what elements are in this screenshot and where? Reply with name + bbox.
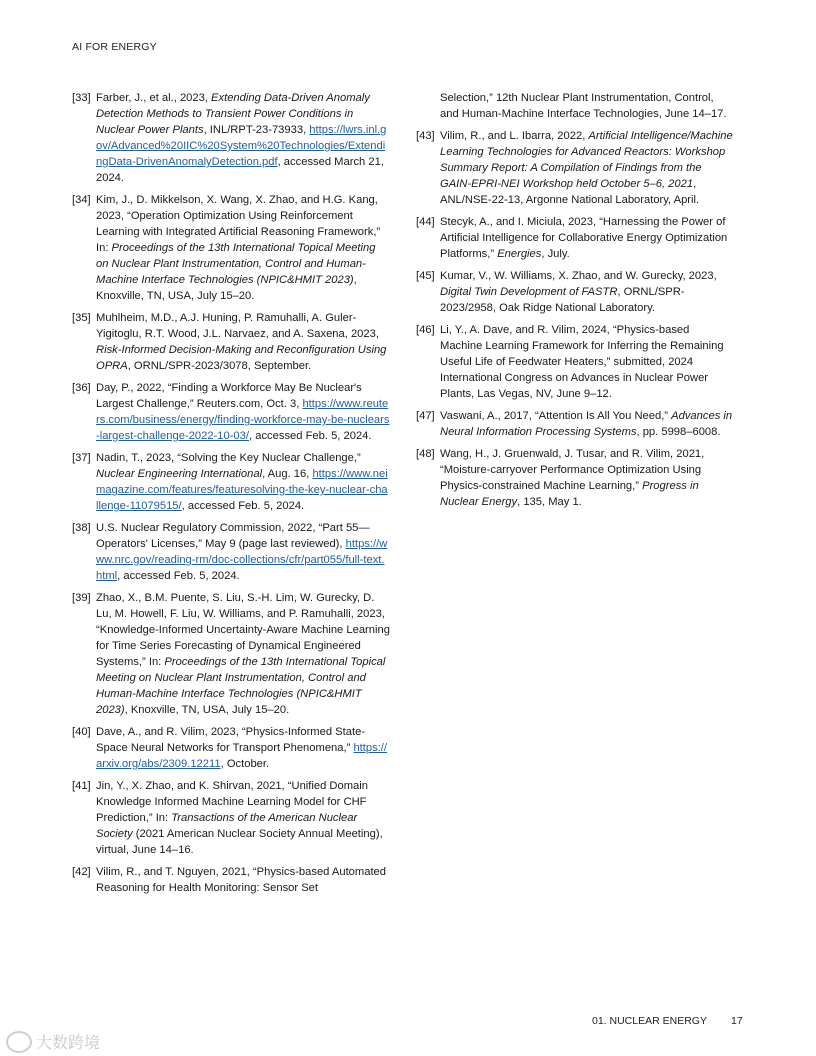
reference-33 bbox=[72, 90, 390, 186]
reference-text: , Knoxville, TN, USA, July 15–20. bbox=[96, 274, 357, 302]
references-left-column bbox=[72, 90, 390, 902]
reference-link[interactable]: https://lwrs.inl.gov/Advanced%20IIC%20System%20Technologies/ExtendingData-DrivenAnomalyDetection.pdf bbox=[96, 124, 387, 168]
reference-text: Nadin, T., 2023, “Solving the Key Nuclear Challenge,” bbox=[96, 452, 361, 464]
reference-text: , October. bbox=[220, 758, 270, 770]
reference-text: , accessed Feb. 5, 2024. bbox=[117, 570, 240, 582]
reference-41 bbox=[72, 778, 390, 858]
reference-text: Vaswani, A., 2017, “Attention Is All You Need,” bbox=[440, 410, 672, 422]
reference-title: Energies bbox=[497, 248, 542, 260]
reference-39 bbox=[72, 590, 390, 718]
reference-title: Advances in Neural Information Processing Systems bbox=[440, 410, 733, 438]
reference-number: [43] bbox=[416, 130, 435, 142]
reference-42 bbox=[72, 864, 390, 896]
reference-number: [40] bbox=[72, 726, 91, 738]
reference-42-continued: Selection,” 12th Nuclear Plant Instrumentation, Control, and Human-Machine Interface Technologies, June 14–17. bbox=[440, 92, 727, 120]
reference-text: , ORNL/SPR-2023/3078, September. bbox=[127, 360, 312, 372]
reference-title: Transactions of the American Nuclear Society bbox=[96, 812, 358, 840]
reference-title: Artificial Intelligence/Machine Learning Technologies for Advanced Reactors: Workshop Summary Report: A Compilation of Findings from the GAIN-EPRI-NEI Workshop held October 5–6, 2021 bbox=[440, 130, 733, 190]
reference-text: Li, Y., A. Dave, and R. Vilim, 2024, “Physics-based Machine Learning Framework for Inferring the Remaining Useful Life of Feedwater Heaters,” submitted, 2024 International Congress on Advances in Nuclear Power Plants, Las Vegas, NV, June 9–12. bbox=[440, 324, 724, 400]
reference-title: Extending Data-Driven Anomaly Detection Methods to Transient Power Conditions in Nuclear Power Plants bbox=[96, 92, 370, 136]
reference-number: [34] bbox=[72, 194, 91, 206]
reference-text: , July. bbox=[541, 248, 570, 260]
reference-40 bbox=[72, 724, 390, 772]
reference-text: , ORNL/SPR-2023/2958, Oak Ridge National Laboratory. bbox=[440, 286, 685, 314]
reference-text: Farber, J., et al., 2023, bbox=[96, 92, 212, 104]
reference-link[interactable]: https://arxiv.org/abs/2309.12211 bbox=[96, 742, 388, 770]
reference-45 bbox=[416, 268, 734, 316]
reference-text: Vilim, R., and L. Ibarra, 2022, bbox=[440, 130, 589, 142]
watermark-text: 大数跨境 bbox=[36, 1035, 101, 1052]
reference-text: Day, P., 2022, “Finding a Workforce May Be Nuclear's Largest Challenge,” Reuters.com, Oct. 3, bbox=[96, 382, 362, 410]
watermark-logo-icon bbox=[6, 1031, 32, 1053]
reference-text: , accessed Feb. 5, 2024. bbox=[181, 500, 305, 512]
reference-number: [47] bbox=[416, 410, 435, 422]
reference-text: Vilim, R., and T. Nguyen, 2021, “Physics-based Automated Reasoning for Health Monitoring: Sensor Set bbox=[96, 866, 386, 894]
reference-number: [46] bbox=[416, 324, 435, 336]
references-right-column bbox=[416, 90, 734, 516]
reference-link[interactable]: https://www.nrc.gov/reading-rm/doc-collections/cfr/part055/full-text.html bbox=[96, 538, 388, 582]
reference-text: , ANL/NSE-22-13, Argonne National Laboratory, April. bbox=[440, 178, 700, 206]
reference-46 bbox=[416, 322, 734, 402]
reference-44 bbox=[416, 214, 734, 262]
reference-title: Proceedings of the 13th International Topical Meeting on Nuclear Plant Instrumentation, Control and Human-Machine Interface Technologies (NPIC&HMIT 2023) bbox=[96, 656, 386, 716]
reference-title: Progress in Nuclear Energy bbox=[440, 480, 699, 508]
reference-title: Nuclear Engineering International bbox=[96, 468, 263, 480]
reference-text: Wang, H., J. Gruenwald, J. Tusar, and R. Vilim, 2021, “Moisture-carryover Performance Optimization Using Physics-constrained Machine Learning,” bbox=[440, 448, 705, 492]
page-number: 17 bbox=[731, 1015, 743, 1027]
reference-text: Kumar, V., W. Williams, X. Zhao, and W. Gurecky, 2023, bbox=[440, 270, 717, 282]
page-header: AI FOR ENERGY bbox=[72, 41, 157, 53]
reference-37 bbox=[72, 450, 390, 514]
reference-number: [36] bbox=[72, 382, 91, 394]
reference-text: , 135, May 1. bbox=[517, 496, 582, 508]
reference-text: Stecyk, A., and I. Miciula, 2023, “Harnessing the Power of Artificial Intelligence for Collaborative Energy Optimization Platforms,” bbox=[440, 216, 728, 260]
reference-48 bbox=[416, 446, 734, 510]
reference-text: , accessed Feb. 5, 2024. bbox=[249, 430, 372, 442]
reference-text: Zhao, X., B.M. Puente, S. Liu, S.-H. Lim, W. Gurecky, D. Lu, M. Howell, F. Liu, W. Williams, and P. Ramuhalli, 2023, “Knowledge-Informed Uncertainty-Aware Machine Learning for Time Series Forecasting of Dynamical Engineered Systems,” In: bbox=[96, 592, 390, 668]
footer-section-label: 01. NUCLEAR ENERGY bbox=[592, 1015, 707, 1027]
reference-text: Dave, A., and R. Vilim, 2023, “Physics-Informed State-Space Neural Networks for Transport Phenomena,” bbox=[96, 726, 366, 754]
reference-text: , INL/RPT-23-73933, bbox=[203, 124, 310, 136]
reference-text: , pp. 5998–6008. bbox=[636, 426, 721, 438]
reference-number: [45] bbox=[416, 270, 435, 282]
reference-text: , Aug. 16, bbox=[262, 468, 313, 480]
reference-number: [42] bbox=[72, 866, 91, 878]
reference-38 bbox=[72, 520, 390, 584]
reference-text: , Knoxville, TN, USA, July 15–20. bbox=[124, 704, 290, 716]
reference-text: Jin, Y., X. Zhao, and K. Shirvan, 2021, “Unified Domain Knowledge Informed Machine Learning Model for CHF Prediction,” In: bbox=[96, 780, 368, 824]
reference-35 bbox=[72, 310, 390, 374]
reference-text: Kim, J., D. Mikkelson, X. Wang, X. Zhao, and H.G. Kang, 2023, “Operation Optimization Using Reinforcement Learning with Integrated Artificial Reasoning Framework,” In: bbox=[96, 194, 381, 254]
reference-number: [35] bbox=[72, 312, 91, 324]
reference-number: [38] bbox=[72, 522, 91, 534]
reference-number: [37] bbox=[72, 452, 91, 464]
reference-text: , accessed March 21, 2024. bbox=[96, 156, 384, 184]
reference-number: [39] bbox=[72, 592, 91, 604]
reference-number: [41] bbox=[72, 780, 91, 792]
reference-47 bbox=[416, 408, 734, 440]
watermark bbox=[6, 1030, 100, 1053]
reference-text: Muhlheim, M.D., A.J. Huning, P. Ramuhalli, A. Guler-Yigitoglu, R.T. Wood, J.L. Narvaez, and A. Saxena, 2023, bbox=[96, 312, 379, 340]
reference-text: U.S. Nuclear Regulatory Commission, 2022, “Part 55—Operators' Licenses,” May 9 (page last reviewed), bbox=[96, 522, 370, 550]
reference-number: [48] bbox=[416, 448, 435, 460]
reference-link[interactable]: https://www.reuters.com/business/energy/finding-workforce-may-be-nuclears-largest-challenge-2022-10-03/ bbox=[96, 398, 390, 442]
reference-36 bbox=[72, 380, 390, 444]
reference-43 bbox=[416, 128, 734, 208]
reference-34 bbox=[72, 192, 390, 304]
reference-title: Proceedings of the 13th International Topical Meeting on Nuclear Plant Instrumentation, Control and Human-Machine Interface Technologies (NPIC&HMIT 2023) bbox=[96, 242, 376, 286]
reference-title: Digital Twin Development of FASTR bbox=[440, 286, 618, 298]
reference-text: (2021 American Nuclear Society Annual Meeting), virtual, June 14–16. bbox=[96, 828, 383, 856]
reference-link[interactable]: https://www.neimagazine.com/features/featuresolving-the-key-nuclear-challenge-11079515/ bbox=[96, 468, 388, 512]
reference-number: [33] bbox=[72, 92, 91, 104]
reference-number: [44] bbox=[416, 216, 435, 228]
reference-title: Risk-Informed Decision-Making and Reconfiguration Using OPRA bbox=[96, 344, 387, 372]
